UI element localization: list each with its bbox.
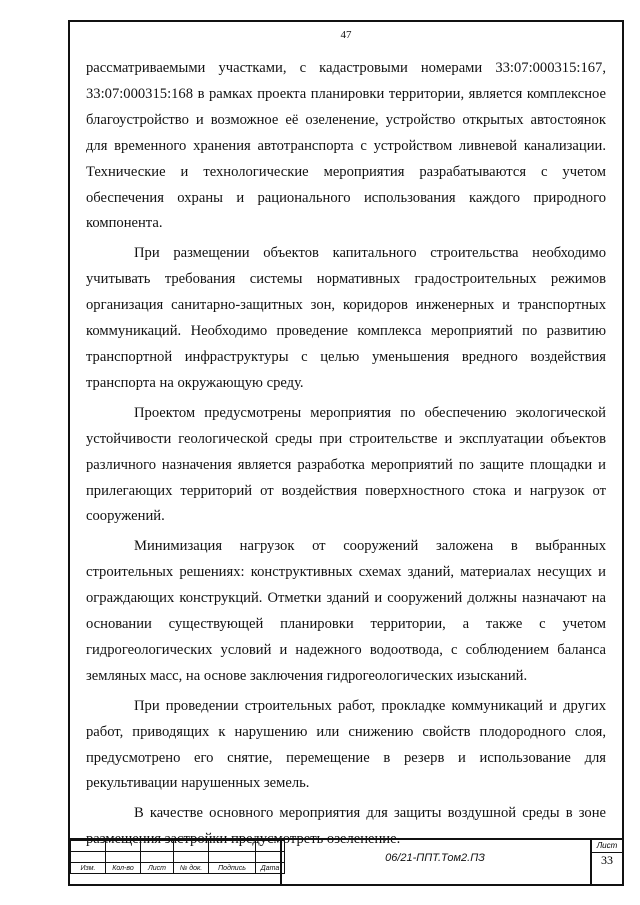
col-doc: № док. <box>174 863 209 874</box>
document-body <box>86 56 606 857</box>
paragraph-4: Минимизация нагрузок от сооружений заложена в выбранных строительных решениях: конструктивных схемах зданий, материалах несущих и ограждающих конструкций. Отметки зданий и сооружений должны назначают на основании существующей планировки территории, а также с учетом гидрогеологических условий и надежного водоотвода, с соблюдением баланса земляных масс, на основе заключения гидрогеологических изысканий. <box>86 538 606 684</box>
title-block <box>70 838 622 884</box>
revision-table <box>70 840 285 874</box>
col-podpis: Подпись <box>209 863 256 874</box>
paragraph-6: В качестве основного мероприятия для защиты воздушной среды в зоне размещения застройки предусмотреть озеленение. <box>86 805 606 848</box>
document-code: 06/21-ППТ.Том2.ПЗ <box>385 852 485 864</box>
paragraph-2: При размещении объектов капитального строительства необходимо учитывать требования системы нормативных градостроительных режимов организация санитарно-защитных зон, коридоров инженерных и транспортных коммуникаций. Необходимо проведение комплекса мероприятий по развитию транспортной инфраструктуры с целью уменьшения вредного воздействия транспорта на окружающую среду. <box>86 245 606 391</box>
sheet-number: 33 <box>601 853 613 867</box>
paragraph-5: При проведении строительных работ, прокладке коммуникаций и других работ, приводящих к нарушению или снижению свойств плодородного слоя, предусмотрено его снятие, перемещение в резерв и использование для рекультивации нарушенных земель. <box>86 697 606 792</box>
paragraph-1: рассматриваемыми участками, с кадастровыми номерами 33:07:000315:167, 33:07:000315:168 в рамках проекта планировки территории, является комплексное благоустройство и возможное её озеленение, устройство открытых автостоянок для временного хранения автотранспорта с устройством ливневой канализации. Технические и технологические мероприятия разрабатываются с учетом обеспечения охраны и рационального использования каждого природного компонента. <box>86 60 606 232</box>
sheet-label: Лист <box>592 840 622 853</box>
page-frame <box>68 20 624 886</box>
paragraph-3: Проектом предусмотрены мероприятия по обеспечению экологической устойчивости геологической среды при строительстве и эксплуатации объектов различного назначения является разработка мероприятий по защите площадки и прилегающих территорий от воздействия поверхностного стока и нагрузок от сооружений. <box>86 404 606 525</box>
col-data: Дата <box>256 863 285 874</box>
col-kolvo: Кол-во <box>106 863 141 874</box>
col-izm: Изм. <box>71 863 106 874</box>
page-number: 47 <box>340 29 352 41</box>
sheet-box <box>590 840 622 884</box>
col-list: Лист <box>141 863 174 874</box>
